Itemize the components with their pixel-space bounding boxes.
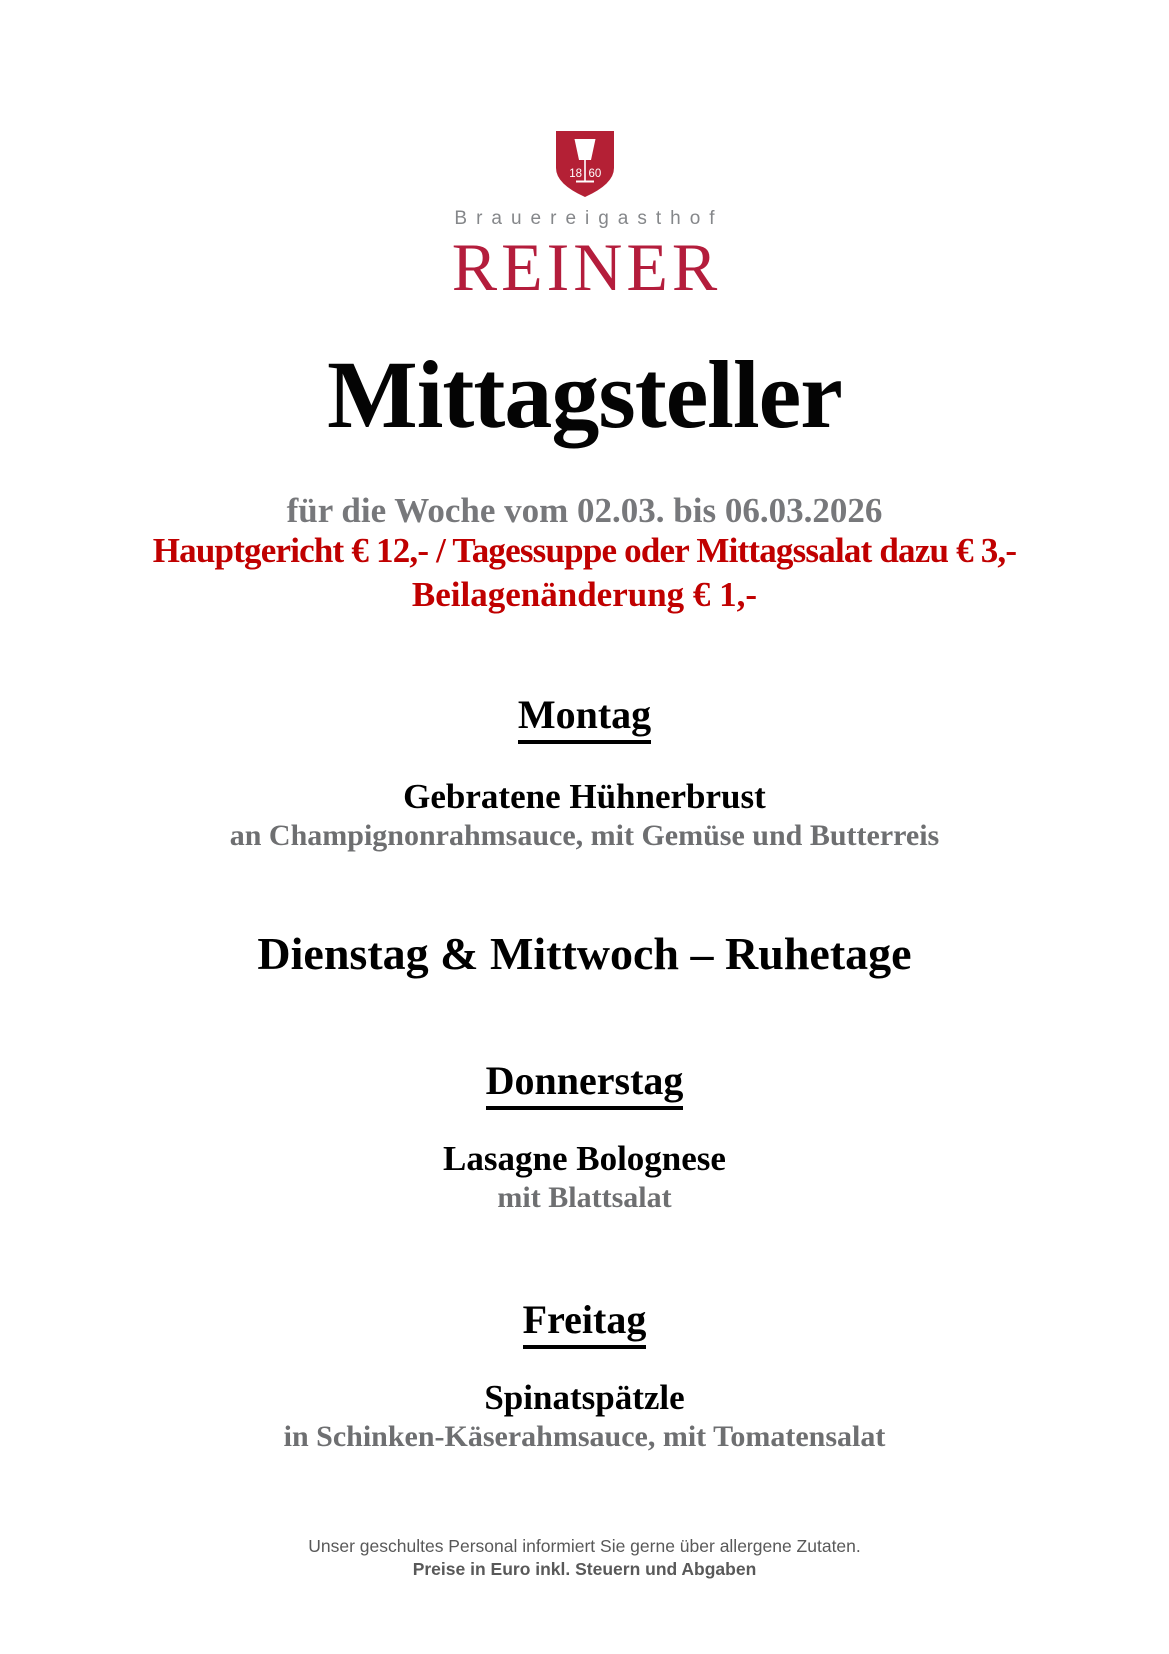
day-heading-freitag: [0, 1296, 1169, 1349]
logo-subtitle: Brauereigasthof: [454, 208, 724, 229]
day-heading-donnerstag-label: Donnerstag: [486, 1057, 684, 1110]
dish-name-freitag: Spinatspätzle: [484, 1378, 685, 1417]
page-title: Mittagsteller: [327, 341, 842, 448]
dish-name-donnerstag: Lasagne Bolognese: [443, 1139, 726, 1178]
footer-price-note: Preise in Euro inkl. Steuern und Abgaben: [412, 1559, 757, 1579]
dish-description-freitag: in Schinken-Käserahmsauce, mit Tomatensalat: [283, 1420, 886, 1453]
day-heading-freitag-label: Freitag: [523, 1296, 647, 1349]
footer-allergen-note: Unser geschultes Personal informiert Sie gerne über allergene Zutaten.: [308, 1536, 861, 1556]
dish-description-donnerstag: mit Blattsalat: [497, 1181, 672, 1214]
reiner-crest-icon: [555, 130, 615, 198]
closed-days-line: Dienstag & Mittwoch – Ruhetage: [257, 928, 912, 979]
wine-glass-foot-icon: [576, 181, 594, 183]
week-range-line: für die Woche vom 02.03. bis 06.03.2026: [286, 491, 883, 530]
crest-year-right: 60: [588, 168, 601, 180]
wine-glass-stem-icon: [584, 160, 586, 181]
footer: [0, 1535, 1169, 1581]
logo-name: REINER: [451, 229, 722, 305]
logo-block: [0, 0, 1169, 198]
dish-name-montag: Gebratene Hühnerbrust: [403, 777, 766, 816]
price-line-main: Hauptgericht € 12,- / Tagessuppe oder Mittagssalat dazu € 3,-: [152, 531, 1017, 570]
day-heading-montag: [0, 691, 1169, 744]
dish-description-montag: an Champignonrahmsauce, mit Gemüse und Butterreis: [229, 819, 940, 852]
day-heading-donnerstag: [0, 1057, 1169, 1110]
crest-year-left: 18: [568, 168, 582, 180]
price-line-sides: Beilagenänderung € 1,-: [411, 575, 758, 614]
day-heading-montag-label: Montag: [518, 691, 651, 744]
